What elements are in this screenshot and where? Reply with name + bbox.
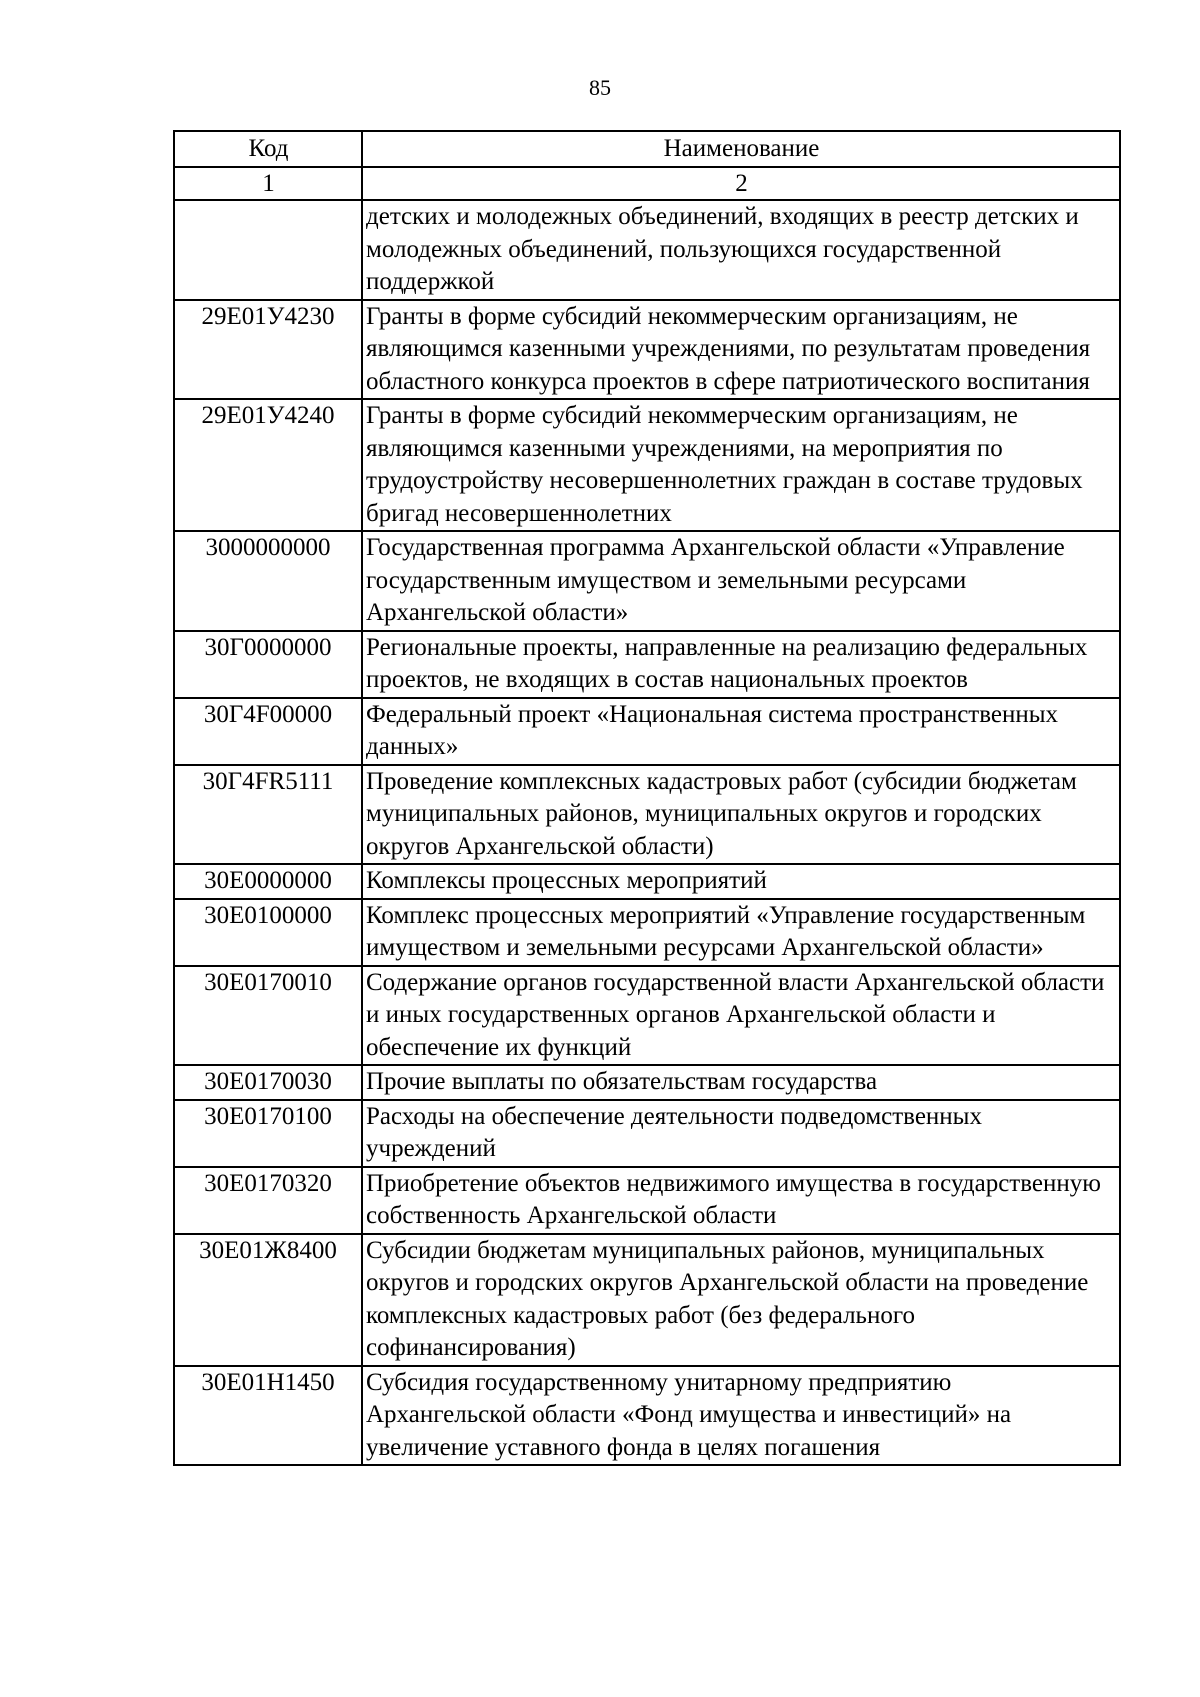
row-code: 3000000000 (174, 531, 362, 631)
table-row (174, 1167, 1120, 1234)
row-name: Расходы на обеспечение деятельности подведомственных учреждений (362, 1100, 1120, 1167)
table-row (174, 1234, 1120, 1366)
table-row (174, 399, 1120, 531)
row-code: 30Е0170100 (174, 1100, 362, 1167)
budget-codes-table (173, 130, 1121, 1466)
row-code: 30Е0100000 (174, 899, 362, 966)
column-number-name: 2 (362, 167, 1120, 200)
row-code: 30Г0000000 (174, 631, 362, 698)
row-code: 30Е0000000 (174, 864, 362, 899)
page-number: 85 (589, 75, 611, 100)
table-row (174, 531, 1120, 631)
row-code: 29Е01У4240 (174, 399, 362, 531)
row-name: Приобретение объектов недвижимого имущества в государственную собственность Архангельской области (362, 1167, 1120, 1234)
row-name: Комплекс процессных мероприятий «Управление государственным имуществом и земельными ресурсами Архангельской области» (362, 899, 1120, 966)
table-row (174, 300, 1120, 400)
table-row (174, 1100, 1120, 1167)
row-code: 30Е0170030 (174, 1065, 362, 1100)
header-code: Код (174, 131, 362, 167)
header-row (174, 131, 1120, 167)
table-row (174, 899, 1120, 966)
row-name: Прочие выплаты по обязательствам государства (362, 1065, 1120, 1100)
column-number-row (174, 167, 1120, 200)
row-code: 30Е0170010 (174, 966, 362, 1066)
row-name: Гранты в форме субсидий некоммерческим организациям, не являющимся казенными учреждениями, по результатам проведения областного конкурса проектов в сфере патриотического воспитания (362, 300, 1120, 400)
row-code: 30Е01Ж8400 (174, 1234, 362, 1366)
row-name: Субсидии бюджетам муниципальных районов, муниципальных округов и городских округов Архангельской области на проведение комплексных кадастровых работ (без федерального софинансирования) (362, 1234, 1120, 1366)
row-code (174, 200, 362, 300)
row-code: 29Е01У4230 (174, 300, 362, 400)
row-code: 30Г4F00000 (174, 698, 362, 765)
row-code: 30Г4FR5111 (174, 765, 362, 865)
table-row (174, 966, 1120, 1066)
header-name: Наименование (362, 131, 1120, 167)
row-code: 30Е01Н1450 (174, 1366, 362, 1466)
table-row (174, 864, 1120, 899)
row-name: Комплексы процессных мероприятий (362, 864, 1120, 899)
row-name: Содержание органов государственной власти Архангельской области и иных государственных органов Архангельской области и обеспечение их функций (362, 966, 1120, 1066)
row-name: Проведение комплексных кадастровых работ (субсидии бюджетам муниципальных районов, муниципальных округов и городских округов Архангельской области) (362, 765, 1120, 865)
row-name: Региональные проекты, направленные на реализацию федеральных проектов, не входящих в состав национальных проектов (362, 631, 1120, 698)
row-name: детских и молодежных объединений, входящих в реестр детских и молодежных объединений, пользующихся государственной поддержкой (362, 200, 1120, 300)
table-row (174, 200, 1120, 300)
table-row (174, 698, 1120, 765)
column-number-code: 1 (174, 167, 362, 200)
row-code: 30Е0170320 (174, 1167, 362, 1234)
row-name: Субсидия государственному унитарному предприятию Архангельской области «Фонд имущества и инвестиций» на увеличение уставного фонда в целях погашения (362, 1366, 1120, 1466)
table-row (174, 1065, 1120, 1100)
row-name: Государственная программа Архангельской области «Управление государственным имуществом и земельными ресурсами Архангельской области» (362, 531, 1120, 631)
row-name: Гранты в форме субсидий некоммерческим организациям, не являющимся казенными учреждениями, на мероприятия по трудоустройству несовершеннолетних граждан в составе трудовых бригад несовершеннолетних (362, 399, 1120, 531)
table-row (174, 631, 1120, 698)
table-row (174, 765, 1120, 865)
row-name: Федеральный проект «Национальная система пространственных данных» (362, 698, 1120, 765)
table-row (174, 1366, 1120, 1466)
